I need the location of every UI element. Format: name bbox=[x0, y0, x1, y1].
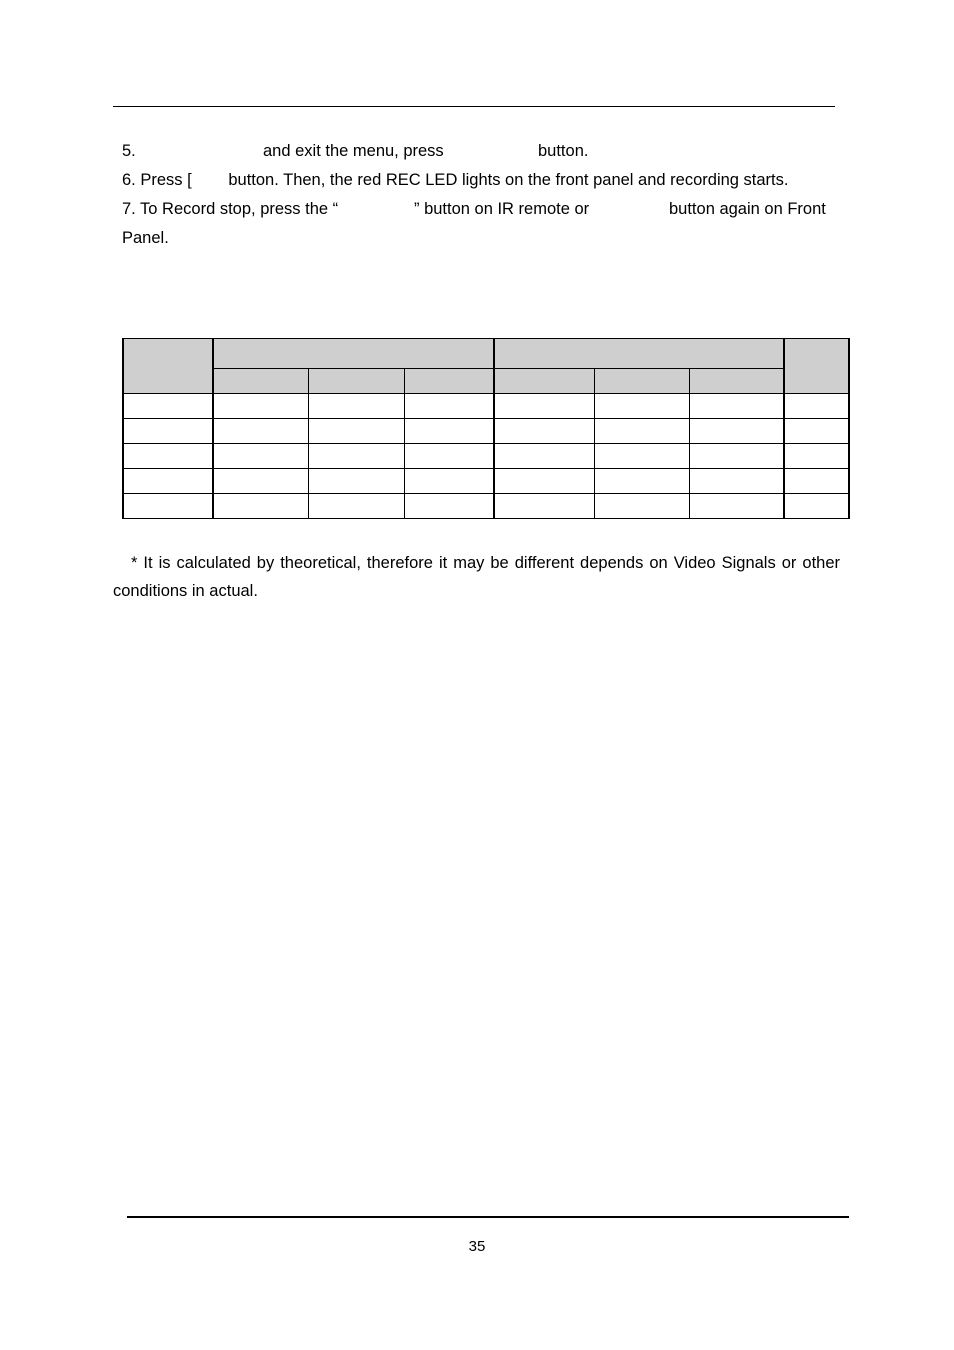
table-header-group bbox=[494, 339, 784, 369]
table-row bbox=[123, 444, 849, 469]
table-header-cell bbox=[594, 369, 689, 394]
step-7-part-c: button again on Front bbox=[669, 200, 826, 218]
table-header-cell bbox=[404, 369, 494, 394]
table-header-cell bbox=[308, 369, 404, 394]
table-header-cell bbox=[689, 369, 784, 394]
table-row bbox=[123, 394, 849, 419]
step-5-number: 5. bbox=[122, 142, 136, 160]
table-header-cell bbox=[123, 339, 213, 394]
table-row bbox=[123, 494, 849, 519]
recording-time-table bbox=[122, 338, 850, 519]
table-header-cell bbox=[784, 339, 849, 394]
table-header-group bbox=[213, 339, 494, 369]
table-row bbox=[123, 419, 849, 444]
footer-rule bbox=[127, 1216, 849, 1218]
page-number: 35 bbox=[468, 1238, 486, 1255]
step-5-text: and exit the menu, press bbox=[263, 142, 444, 160]
step-7-part-a: 7. To Record stop, press the “ bbox=[122, 200, 339, 218]
table-header-cell bbox=[494, 369, 594, 394]
table-row bbox=[123, 469, 849, 494]
table-header-cell bbox=[213, 369, 308, 394]
header-rule bbox=[113, 106, 835, 107]
step-5-button-text: button. bbox=[538, 142, 589, 160]
step-7-part-b: ” button on IR remote or bbox=[414, 200, 590, 218]
calculation-note: * It is calculated by theoretical, therefore it may be different depends on Video Signals or other conditions in actual. bbox=[113, 554, 840, 600]
step-7-continued: Panel. bbox=[122, 229, 169, 247]
step-6: 6. Press [ button. Then, the red REC LED lights on the front panel and recording starts. bbox=[122, 171, 789, 189]
